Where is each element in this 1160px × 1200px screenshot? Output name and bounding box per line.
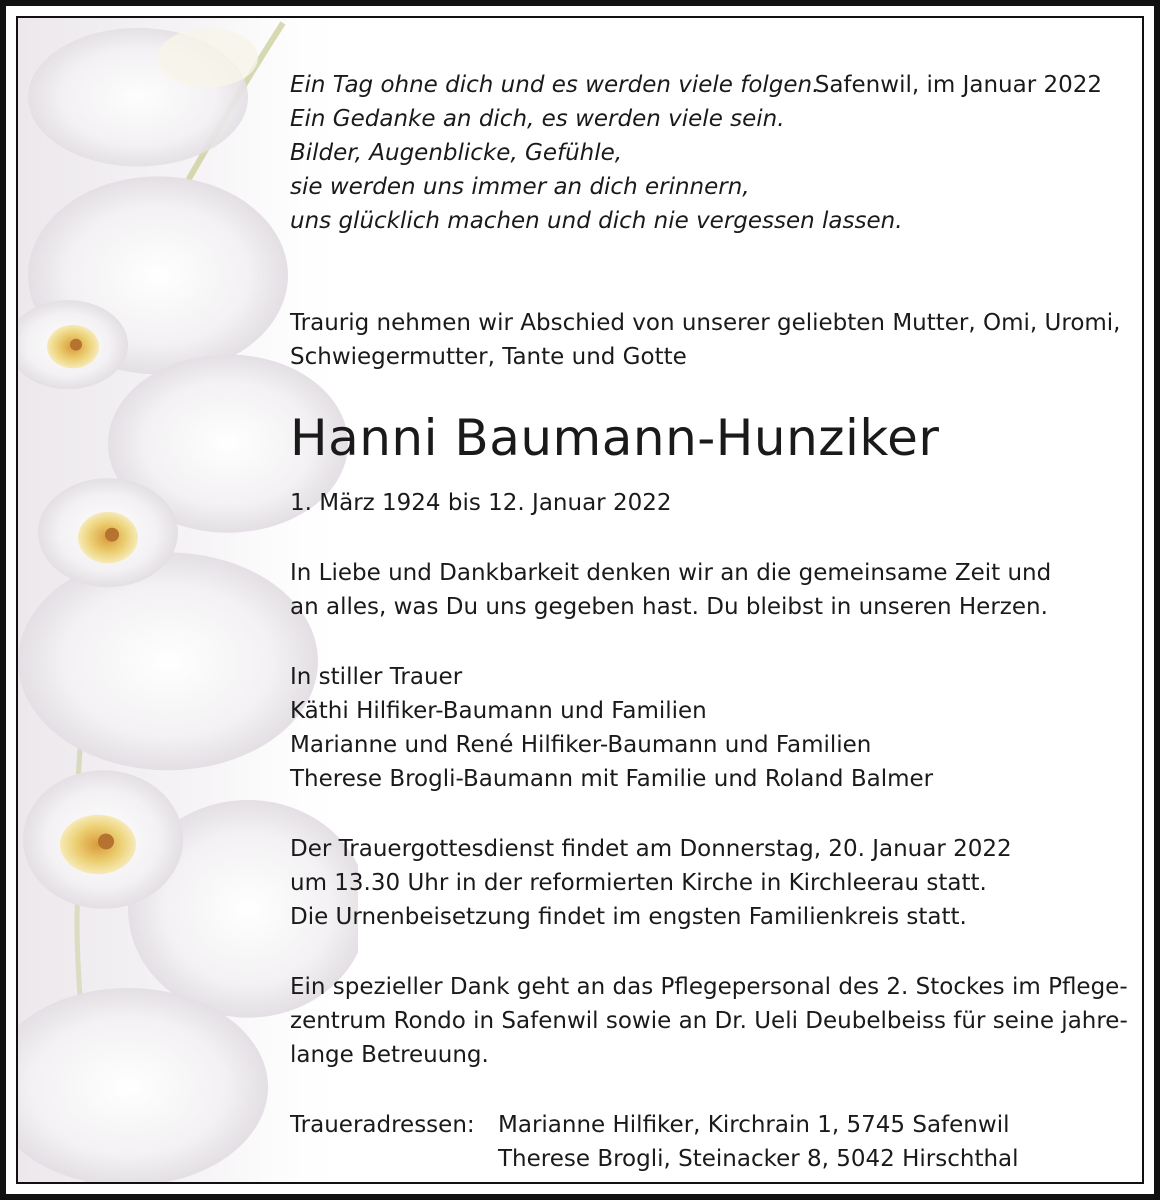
place-date: Safenwil, im Januar 2022 <box>814 72 1102 98</box>
poem-line: sie werden uns immer an dich erinnern, <box>290 174 750 200</box>
remembrance-line: In Liebe und Dankbarkeit denken wir an die gemeinsame Zeit und <box>290 560 1052 586</box>
addresses-label: Traueradressen: <box>290 1112 475 1138</box>
remembrance-line: an alles, was Du uns gegeben hast. Du bleibst in unseren Herzen. <box>290 594 1048 620</box>
service-line: um 13.30 Uhr in der reformierten Kirche in Kirchleerau statt. <box>290 870 987 896</box>
thanks-line: Ein spezieller Dank geht an das Pflegepersonal des 2. Stockes im Pflege- <box>290 974 1128 1000</box>
mourner-line: Marianne und René Hilfiker-Baumann und Familien <box>290 732 872 758</box>
address-line: Therese Brogli, Steinacker 8, 5042 Hirschthal <box>498 1146 1019 1172</box>
poem-line: Bilder, Augenblicke, Gefühle, <box>290 140 623 166</box>
life-dates: 1. März 1924 bis 12. Januar 2022 <box>290 490 672 516</box>
thanks-line: lange Betreuung. <box>290 1042 489 1068</box>
address-line: Marianne Hilfiker, Kirchrain 1, 5745 Safenwil <box>498 1112 1010 1138</box>
poem-line: Ein Gedanke an dich, es werden viele sein. <box>290 106 785 132</box>
intro-line: Traurig nehmen wir Abschied von unserer geliebten Mutter, Omi, Uromi, <box>290 310 1121 336</box>
deceased-name: Hanni Baumann-Hunziker <box>290 409 940 467</box>
mourners-heading: In stiller Trauer <box>290 664 463 690</box>
poem-line: Ein Tag ohne dich und es werden viele folgen. <box>290 72 820 98</box>
mourner-line: Käthi Hilfiker-Baumann und Familien <box>290 698 707 724</box>
poem-line: uns glücklich machen und dich nie vergessen lassen. <box>290 208 903 234</box>
thanks-line: zentrum Rondo in Safenwil sowie an Dr. Ueli Deubelbeiss für seine jahre- <box>290 1008 1128 1034</box>
mourner-line: Therese Brogli-Baumann mit Familie und Roland Balmer <box>290 766 934 792</box>
obituary-card <box>16 16 1144 1184</box>
intro-line: Schwiegermutter, Tante und Gotte <box>290 344 687 370</box>
service-line: Der Trauergottesdienst findet am Donnerstag, 20. Januar 2022 <box>290 836 1012 862</box>
service-line: Die Urnenbeisetzung findet im engsten Familienkreis statt. <box>290 904 967 930</box>
